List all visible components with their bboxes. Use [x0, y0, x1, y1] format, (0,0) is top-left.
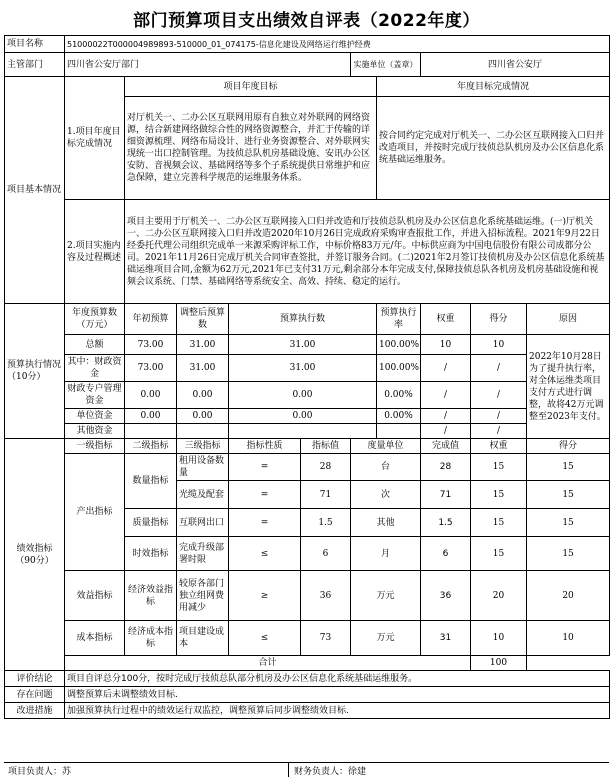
impl-content-text: 项目主要用于厅机关一、二办公区互联网接入口归并改造和厅技侦总队机房及办公区信息化系统基础运维。(一)厅机关一、二办公区互联网接入口归并改造2020年10月26日完成政府采购审查报批工作，并进入招标流程。2021年9月22日经委托代理公司组织完成单一来源采购评标工作，中标价格83万元/年。中标供应商为中国电信股份有限公司成都分公司。2021年11月26日完成厅机关合同审查签批，并签订服务合同。(二)2021年2月签订技侦机房及办公区信息化系统基础运维项目合同,金额为62万元,2021年已支付31万元,剩余部分本年完成支付,保障技侦总队各机房及机房基础设施和视频会议系统、门禁、基础网络等系统安全、高效、持续、稳定的运行。	[125, 200, 610, 304]
budget-row	[5, 409, 610, 424]
budget-row	[5, 424, 610, 439]
perf-l1-cost: 成本指标	[65, 621, 125, 656]
perf-unit: 月	[351, 537, 421, 571]
perf-value: 6	[301, 537, 351, 571]
perf-score: 15	[527, 537, 610, 571]
budget-header-initial: 年初预算	[125, 304, 177, 335]
perf-l3: 完成升级部署时限	[177, 537, 229, 571]
budget-row	[5, 335, 610, 355]
improvements-text: 加强预算执行过程中的绩效运行双监控，调整预算后同步调整绩效目标.	[65, 703, 610, 719]
eval-conclusion-label: 评价结论	[5, 671, 65, 687]
budget-executed: 0.00	[229, 409, 377, 424]
perf-unit: 万元	[351, 571, 421, 621]
perf-l3: 租用设备数量	[177, 454, 229, 481]
perf-weight: 15	[471, 509, 527, 537]
perf-nature: =	[229, 509, 301, 537]
budget-weight: 10	[421, 335, 471, 355]
perf-unit: 其他	[351, 509, 421, 537]
perf-l3: 项目建设成本	[177, 621, 229, 656]
perf-nature: =	[229, 454, 301, 481]
budget-rate: 0.00%	[377, 382, 421, 409]
budget-initial: 0.00	[125, 409, 177, 424]
perf-header-l3: 三级指标	[177, 439, 229, 454]
budget-header-rate: 预算执行率	[377, 304, 421, 335]
perf-unit: 万元	[351, 621, 421, 656]
perf-done: 31	[421, 621, 471, 656]
perf-header-score-reason	[527, 439, 610, 454]
budget-adjusted	[177, 424, 229, 439]
budget-score: /	[471, 409, 527, 424]
signature-footer	[4, 762, 609, 777]
budget-row	[5, 355, 610, 382]
budget-initial: 73.00	[125, 335, 177, 355]
budget-score: /	[471, 382, 527, 409]
budget-adjusted: 0.00	[177, 409, 229, 424]
table-row	[5, 454, 610, 481]
perf-score: 15	[527, 481, 610, 509]
perf-weight: 15	[471, 537, 527, 571]
budget-score: /	[471, 424, 527, 439]
budget-executed: 31.00	[229, 355, 377, 382]
budget-row-label: 其中：财政资金	[65, 355, 125, 382]
annual-goal-done-header: 年度目标完成情况	[377, 77, 610, 97]
perf-l2-econ-cost: 经济成本指标	[125, 621, 177, 656]
perf-value: 73	[301, 621, 351, 656]
problems-text: 调整预算后未调整绩效目标.	[65, 687, 610, 703]
perf-header-nature: 指标性质	[229, 439, 301, 454]
finance-lead: 财务负责人：徐建	[294, 767, 367, 777]
budget-row-label: 单位资金	[65, 409, 125, 424]
perf-value: 71	[301, 481, 351, 509]
perf-l3: 较原各部门独立组网费用减少	[177, 571, 229, 621]
perf-header-unit: 度量单位	[351, 439, 421, 454]
budget-header-reason: 原因	[527, 304, 610, 335]
impl-unit-value: 四川省公安厅	[421, 53, 610, 77]
perf-weight: 10	[471, 621, 527, 656]
self-evaluation-table	[4, 35, 610, 719]
perf-unit: 台	[351, 454, 421, 481]
page-title: 部门预算项目支出绩效自评表（2022年度）	[133, 11, 480, 31]
perf-total-label: 合计	[65, 656, 471, 671]
perf-header-value: 指标值	[301, 439, 351, 454]
department-label: 主管部门	[5, 53, 65, 77]
perf-header-weight: 权重	[471, 439, 527, 454]
perf-value: 36	[301, 571, 351, 621]
budget-adjusted: 0.00	[177, 382, 229, 409]
perf-nature: ≤	[229, 621, 301, 656]
budget-exec-label: 预算执行情况（10分）	[5, 304, 65, 439]
budget-rate: 0.00%	[377, 409, 421, 424]
perf-total-score: 100	[471, 656, 527, 671]
perf-nature: ≤	[229, 537, 301, 571]
perf-header-l2: 二级指标	[125, 439, 177, 454]
budget-score: 10	[471, 335, 527, 355]
perf-weight: 20	[471, 571, 527, 621]
budget-weight: /	[421, 424, 471, 439]
table-row	[5, 621, 610, 656]
budget-header-score: 得分	[471, 304, 527, 335]
perf-value: 1.5	[301, 509, 351, 537]
budget-weight: /	[421, 409, 471, 424]
budget-score: /	[471, 355, 527, 382]
impl-content-label: 2.项目实施内容及过程概述	[65, 200, 125, 304]
perf-unit: 次	[351, 481, 421, 509]
perf-score: 10	[527, 621, 610, 656]
budget-weight: /	[421, 355, 471, 382]
problems-label: 存在问题	[5, 687, 65, 703]
perf-header-done: 完成值	[421, 439, 471, 454]
basic-info-label: 项目基本情况	[5, 77, 65, 304]
budget-reason: 2022年10月28日为了提升执行率，对全体运维类项目支付方式进行调整，故将42万元调整至2023年支付。	[527, 335, 610, 439]
perf-nature: =	[229, 481, 301, 509]
improvements-label: 改进措施	[5, 703, 65, 719]
perf-done: 6	[421, 537, 471, 571]
budget-adjusted: 31.00	[177, 335, 229, 355]
budget-header-adjusted: 调整后预算数	[177, 304, 229, 335]
perf-weight: 15	[471, 481, 527, 509]
annual-goal-text: 对厅机关一、二办公区互联网用原有自独立对外联网的网络资源，结合新建网络做综合性的网络资源整合，并汇于传输的详细资源梳理、网络布局设计、进行业务资源整合、对外联网实现统一出口控制管理。为技侦总队机房基础设施、安讯办公区安防、音视频会议、基础网络等多个子系统提供日常维护和应急保障，建立完善科学规范的运维服务体系。	[125, 97, 377, 200]
project-lead: 项目负责人：苏	[8, 767, 72, 777]
impl-unit-label: 实施单位（盖章）	[351, 53, 421, 77]
goal-status-label: 1.项目年度目标完成情况	[65, 77, 125, 200]
perf-indicators-label: 绩效指标（90分）	[5, 439, 65, 671]
budget-rate	[377, 424, 421, 439]
perf-l1-benefit: 效益指标	[65, 571, 125, 621]
project-name-value: 51000022T000004989893-510000_01_074175-信息化建设及网络运行维护经费	[65, 36, 610, 53]
perf-score: 20	[527, 571, 610, 621]
perf-l3: 光缆及配套	[177, 481, 229, 509]
budget-adjusted: 31.00	[177, 355, 229, 382]
perf-l3: 互联网出口	[177, 509, 229, 537]
budget-row	[5, 382, 610, 409]
eval-conclusion-text: 项目自评总分100分，按时完成厅技侦总队部分机房及办公区信息化系统基础运维服务。	[65, 671, 610, 687]
budget-header-executed: 预算执行数	[229, 304, 377, 335]
budget-rate: 100.00%	[377, 355, 421, 382]
perf-value: 28	[301, 454, 351, 481]
perf-done: 28	[421, 454, 471, 481]
budget-executed	[229, 424, 377, 439]
perf-score: 15	[527, 454, 610, 481]
annual-goal-done-text: 按合同约定完成对厅机关一、二办公区互联网接入口归并改造项目，并按时完成厅技侦总队机房及办公区信息化系统基础运维服务。	[377, 97, 610, 200]
perf-done: 36	[421, 571, 471, 621]
perf-nature: ≥	[229, 571, 301, 621]
perf-header-score: 得分	[559, 441, 578, 451]
budget-row-label: 财政专户管理资金	[65, 382, 125, 409]
perf-done: 71	[421, 481, 471, 509]
budget-executed: 31.00	[229, 335, 377, 355]
budget-rate: 100.00%	[377, 335, 421, 355]
perf-score: 15	[527, 509, 610, 537]
budget-executed: 0.00	[229, 382, 377, 409]
perf-l2-quantity: 数量指标	[125, 454, 177, 509]
perf-weight: 15	[471, 454, 527, 481]
perf-l2-timeliness: 时效指标	[125, 537, 177, 571]
budget-row-label: 其他资金	[65, 424, 125, 439]
perf-header-l1: 一级指标	[65, 439, 125, 454]
budget-weight: /	[421, 382, 471, 409]
table-row	[5, 571, 610, 621]
budget-initial: 0.00	[125, 382, 177, 409]
budget-header-annual: 年度预算数（万元）	[65, 304, 125, 335]
annual-goal-header: 项目年度目标	[125, 77, 377, 97]
budget-row-label: 总额	[65, 335, 125, 355]
budget-header-weight: 权重	[421, 304, 471, 335]
perf-done: 1.5	[421, 509, 471, 537]
project-name-label: 项目名称	[5, 36, 65, 53]
perf-l1-output: 产出指标	[65, 454, 125, 571]
budget-initial	[125, 424, 177, 439]
department-value: 四川省公安厅部门	[65, 53, 351, 77]
budget-initial: 73.00	[125, 355, 177, 382]
perf-l2-quality: 质量指标	[125, 509, 177, 537]
perf-l2-econ-benefit: 经济效益指标	[125, 571, 177, 621]
